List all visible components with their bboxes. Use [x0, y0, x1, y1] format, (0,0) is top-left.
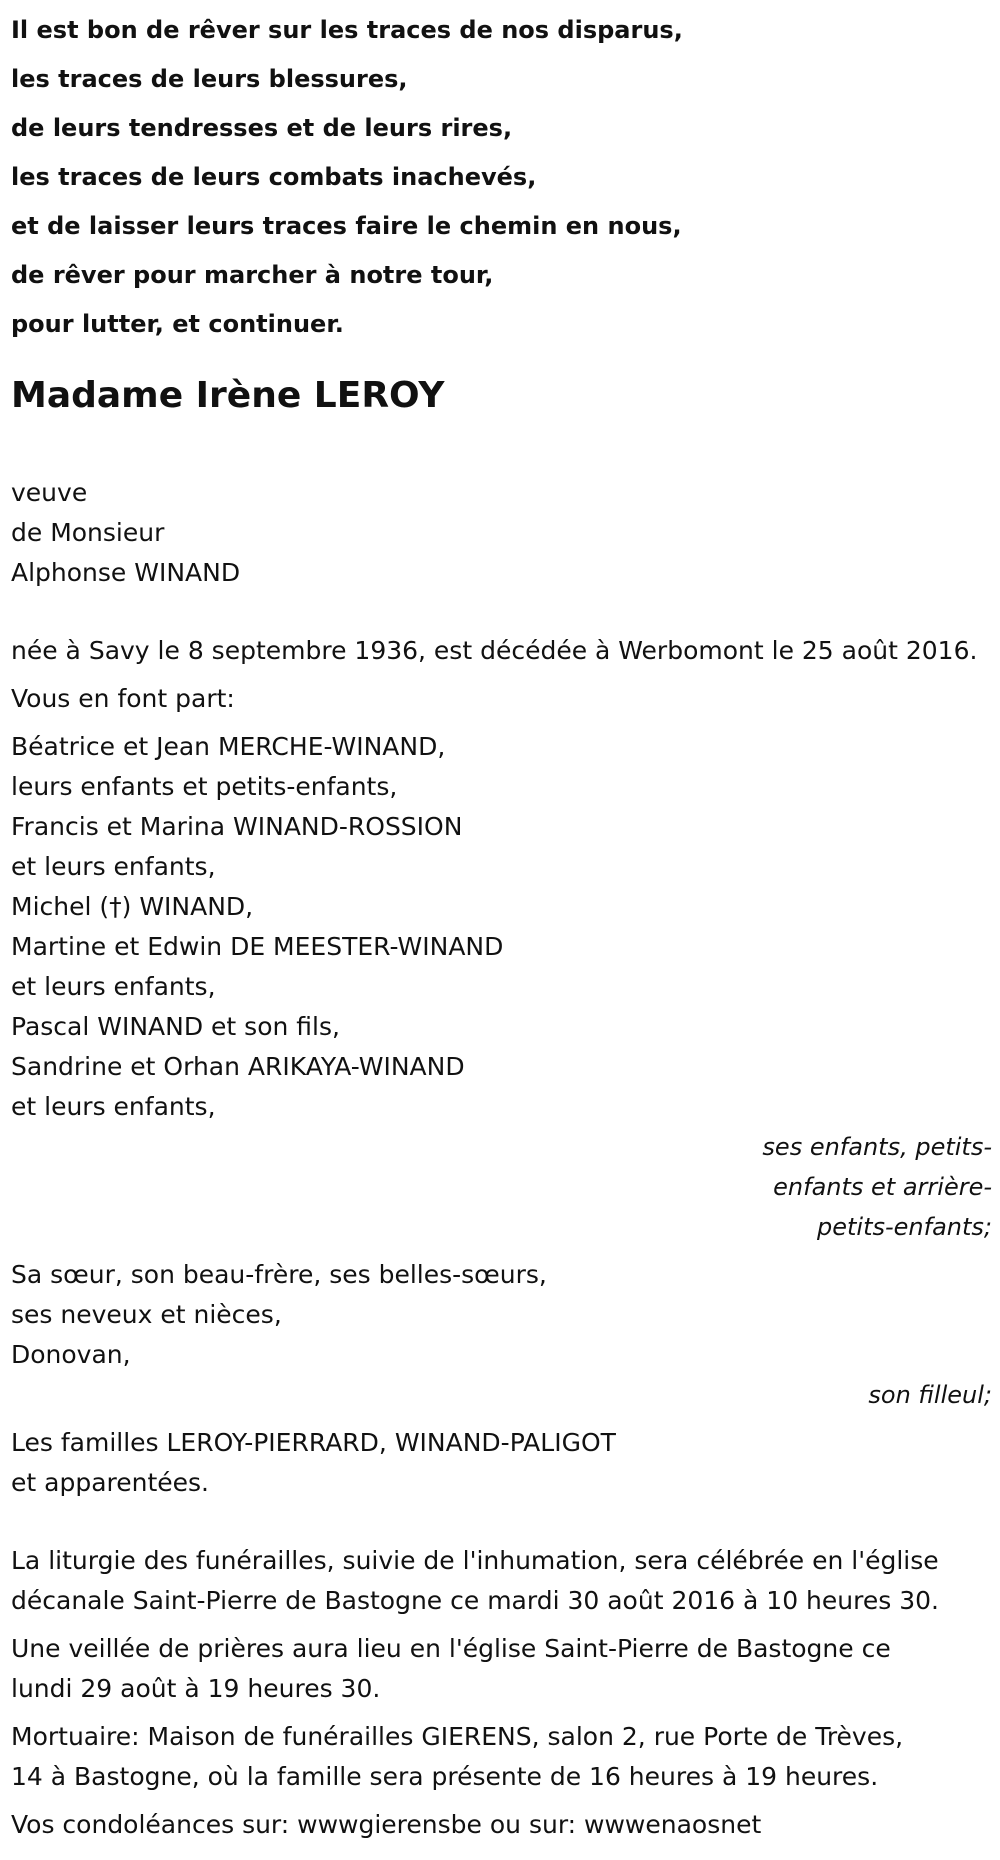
family-role-children	[11, 1127, 1000, 1247]
condolences-line: Vos condoléances sur: wwwgierensbe ou sur: wwwenaosnet	[11, 1810, 762, 1839]
birth-death-text: née à Savy le 8 septembre 1936, est décédée à Werbomont le 25 août 2016.	[11, 636, 978, 665]
widow-line: veuve	[11, 478, 88, 507]
role-line: enfants et arrière-	[773, 1173, 992, 1201]
family-line: et leurs enfants,	[11, 972, 216, 1001]
poem-line: pour lutter, et continuer.	[11, 310, 344, 338]
family-line: et leurs enfants,	[11, 852, 216, 881]
role-line: petits-enfants;	[817, 1213, 992, 1241]
family-list-siblings	[11, 1255, 1000, 1375]
poem	[11, 0, 1000, 349]
family-line: et leurs enfants,	[11, 1092, 216, 1121]
funeral-info	[11, 1541, 1000, 1621]
family-line: Sandrine et Orhan ARIKAYA-WINAND	[11, 1052, 465, 1081]
family-line: Les familles LEROY-PIERRARD, WINAND-PALIGOT	[11, 1428, 616, 1457]
family-line: Francis et Marina WINAND-ROSSION	[11, 812, 463, 841]
family-line: Martine et Edwin DE MEESTER-WINAND	[11, 932, 504, 961]
mortuary-info	[11, 1717, 1000, 1797]
widow-line: Alphonse WINAND	[11, 558, 241, 587]
widow-block	[11, 473, 1000, 593]
poem-line: les traces de leurs combats inachevés,	[11, 163, 537, 191]
poem-line: de rêver pour marcher à notre tour,	[11, 261, 494, 289]
deceased-name: Madame Irène LEROY	[11, 375, 445, 416]
family-line: Pascal WINAND et son fils,	[11, 1012, 340, 1041]
vigil-info	[11, 1629, 1000, 1709]
vigil-line: lundi 29 août à 19 heures 30.	[11, 1674, 381, 1703]
family-line: Michel (†) WINAND,	[11, 892, 254, 921]
poem-line: de leurs tendresses et de leurs rires,	[11, 114, 513, 142]
family-list-children	[11, 727, 1000, 1127]
family-list-related	[11, 1423, 1000, 1503]
role-line-godson: son filleul;	[868, 1381, 992, 1409]
mortuary-line: Mortuaire: Maison de funérailles GIERENS, salon 2, rue Porte de Trèves,	[11, 1722, 904, 1751]
announcement-intro: Vous en font part:	[11, 684, 235, 713]
poem-line: et de laisser leurs traces faire le chemin en nous,	[11, 212, 682, 240]
poem-line: les traces de leurs blessures,	[11, 65, 408, 93]
family-line: leurs enfants et petits-enfants,	[11, 772, 398, 801]
widow-line: de Monsieur	[11, 518, 165, 547]
funeral-line: La liturgie des funérailles, suivie de l'inhumation, sera célébrée en l'église	[11, 1546, 939, 1575]
vigil-line: Une veillée de prières aura lieu en l'église Saint-Pierre de Bastogne ce	[11, 1634, 891, 1663]
family-line: Béatrice et Jean MERCHE-WINAND,	[11, 732, 446, 761]
family-line: ses neveux et nièces,	[11, 1300, 282, 1329]
poem-line: Il est bon de rêver sur les traces de nos disparus,	[11, 16, 683, 44]
family-line: et apparentées.	[11, 1468, 209, 1497]
role-line: ses enfants, petits-	[762, 1133, 992, 1161]
funeral-line: décanale Saint-Pierre de Bastogne ce mardi 30 août 2016 à 10 heures 30.	[11, 1586, 939, 1615]
mortuary-line: 14 à Bastogne, où la famille sera présente de 16 heures à 19 heures.	[11, 1762, 879, 1791]
family-line: Sa sœur, son beau-frère, ses belles-sœurs,	[11, 1260, 547, 1289]
family-line: Donovan,	[11, 1340, 131, 1369]
